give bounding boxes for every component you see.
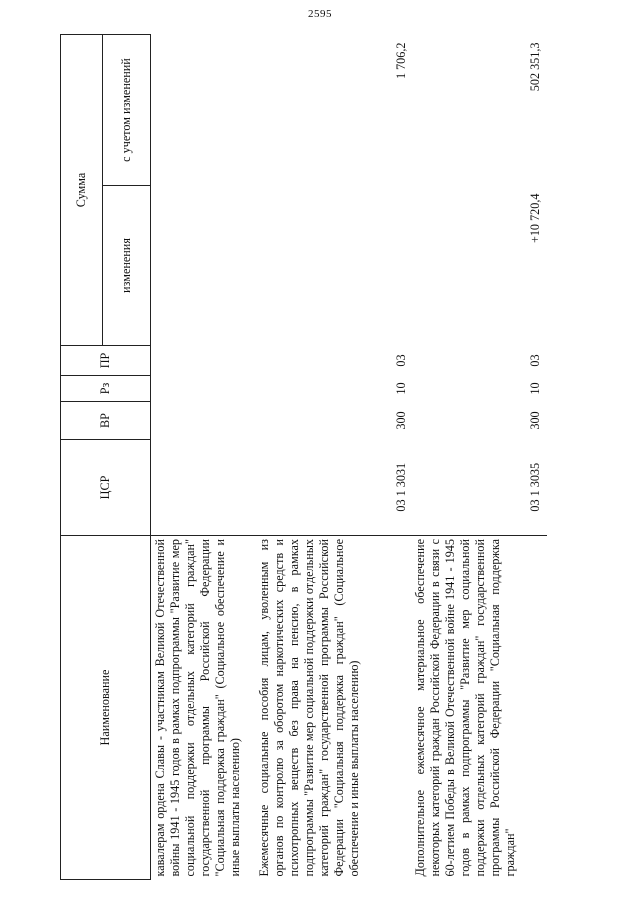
row-vr: 300 xyxy=(528,411,542,430)
page-number: 2595 xyxy=(308,8,332,20)
row-csr: 03 1 3031 xyxy=(394,462,408,512)
row-vr: 300 xyxy=(394,411,408,430)
col-header-csr: ЦСР xyxy=(61,440,151,536)
row-changes xyxy=(257,186,413,346)
col-header-changes: изменения xyxy=(103,186,151,346)
budget-table xyxy=(60,34,547,880)
row-name: Дополнительное ежемесячное материальное обеспечение некоторых категорий граждан Российской Федерации в связи с 60-летием Победы в Великой Отечественной войне 1941 - 1945 годов в рамках подпрограммы "Развитие мер социальной поддержки отдельных категорий граждан" государственной программы Российской Федерации "Социальная поддержка граждан" xyxy=(413,536,547,880)
col-header-with-changes: с учетом изменений xyxy=(103,34,151,185)
col-header-vr: ВР xyxy=(61,402,151,440)
row-vr xyxy=(151,402,258,440)
row-with-changes: 502 351,3 xyxy=(528,42,542,92)
row-rz xyxy=(151,376,258,402)
row-changes: +10 720,4 xyxy=(528,193,542,244)
row-pr: 03 xyxy=(394,354,408,367)
row-csr: 03 1 3035 xyxy=(528,462,542,512)
col-header-sum: Сумма xyxy=(61,34,103,345)
col-header-rz: Рз xyxy=(61,376,151,402)
table-body xyxy=(151,34,548,879)
row-name: кавалерам ордена Славы - участникам Великой Отечественной войны 1941 - 1945 годов в рамках подпрограммы "Развитие мер социальной поддержки отдельных категорий граждан" государственной программы Российской Федерации "Социальная поддержка граждан" (Социальное обеспечение и иные выплаты населению) xyxy=(151,536,258,880)
table-header xyxy=(61,34,151,879)
col-header-name: Наименование xyxy=(61,536,151,880)
col-header-pr: ПР xyxy=(61,346,151,376)
row-csr xyxy=(151,440,258,536)
row-pr xyxy=(151,346,258,376)
table-row xyxy=(413,34,547,879)
row-pr: 03 xyxy=(528,354,542,367)
row-with-changes: 1 706,2 xyxy=(394,42,408,80)
table-row xyxy=(257,34,413,879)
row-rz: 10 xyxy=(394,382,408,395)
rotated-page-content xyxy=(60,35,620,880)
table-row xyxy=(151,34,258,879)
row-name: Ежемесячные социальные пособия лицам, уволенным из органов по контролю за оборотом наркотических средств и психотропных веществ без права на пенсию, в рамках подпрограммы "Развитие мер социальной поддержки отдельных категорий граждан" государственной программы Российской Федерации "Социальная поддержка граждан" (Социальное обеспечение и иные выплаты населению) xyxy=(257,536,413,880)
row-changes xyxy=(151,186,258,346)
row-with-changes xyxy=(151,34,258,185)
row-rz: 10 xyxy=(528,382,542,395)
